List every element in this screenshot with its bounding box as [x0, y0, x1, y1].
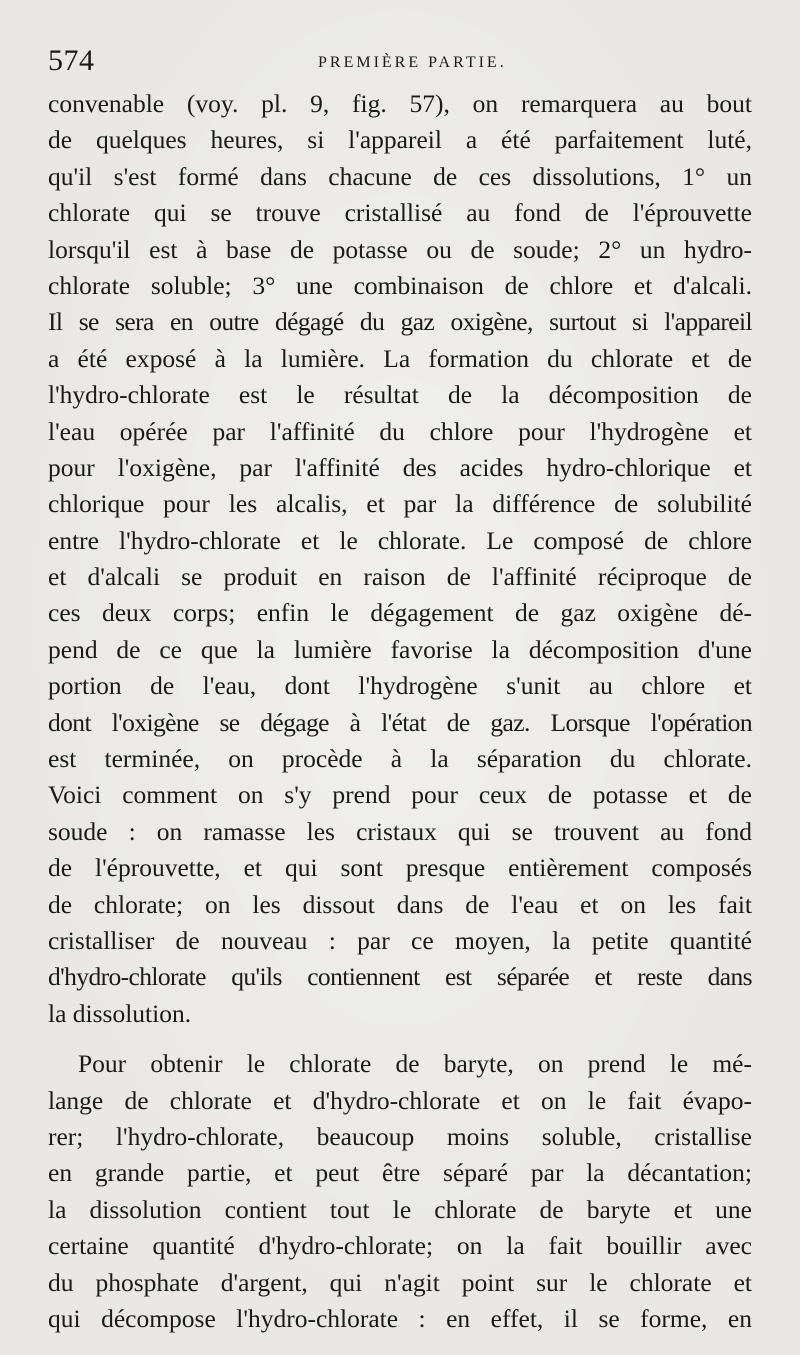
text-line: la dissolution contient tout le chlorate de baryte et une [48, 1194, 752, 1224]
text-line: l'hydro-chlorate est le résultat de la décomposition de [48, 380, 752, 410]
body-text [48, 86, 752, 1337]
text-line: Voici comment on s'y prend pour ceux de potasse et de [48, 780, 752, 810]
text-line: ces deux corps; enfin le dégagement de gaz oxigène dé- [48, 598, 752, 628]
text-line: qui décompose l'hydro-chlorate : en effet, il se forme, en [48, 1303, 752, 1333]
text-line: convenable (voy. pl. 9, fig. 57), on remarquera au bout [48, 89, 752, 118]
text-line: certaine quantité d'hydro-chlorate; on la fait bouillir avec [48, 1231, 752, 1261]
page-number: 574 [48, 44, 95, 77]
text-line: cristalliser de nouveau : par ce moyen, la petite quantité [48, 925, 752, 955]
text-line: chlorate qui se trouve cristallisé au fond de l'éprouvette [48, 198, 752, 228]
text-line: entre l'hydro-chlorate et le chlorate. Le composé de chlore [48, 525, 752, 555]
text-line: portion de l'eau, dont l'hydrogène s'unit au chlore et [48, 671, 752, 701]
running-head: PREMIÈRE PARTIE. [318, 54, 507, 71]
text-line: rer; l'hydro-chlorate, beaucoup moins soluble, cristallise [48, 1121, 752, 1151]
text-line: soude : on ramasse les cristaux qui se trouvent au fond [48, 816, 752, 846]
text-line: de quelques heures, si l'appareil a été parfaitement luté, [48, 125, 752, 155]
text-line: du phosphate d'argent, qui n'agit point sur le chlorate et [48, 1267, 752, 1297]
text-line: lorsqu'il est à base de potasse ou de soude; 2° un hydro- [48, 234, 752, 264]
text-line: la dissolution. [48, 998, 192, 1028]
text-line: et d'alcali se produit en raison de l'affinité réciproque de [48, 562, 752, 592]
text-line: d'hydro-chlorate qu'ils contiennent est séparée et reste dans [48, 962, 752, 992]
text-line: de l'éprouvette, et qui sont presque entièrement composés [48, 853, 752, 883]
text-line: chlorique pour les alcalis, et par la différence de solubilité [48, 489, 752, 519]
text-line: l'eau opérée par l'affinité du chlore pour l'hydrogène et [48, 416, 752, 446]
text-line: pend de ce que la lumière favorise la décomposition d'une [48, 634, 752, 664]
text-line: chlorate soluble; 3° une combinaison de chlore et d'alcali. [48, 270, 752, 300]
text-line: dont l'oxigène se dégage à l'état de gaz. Lorsque l'opération [48, 707, 752, 737]
text-line: en grande partie, et peut être séparé par la décantation; [48, 1158, 752, 1188]
text-line: Il se sera en outre dégagé du gaz oxigène, surtout si l'appareil [48, 307, 752, 337]
text-line: est terminée, on procède à la séparation du chlorate. [48, 744, 752, 774]
paragraph-start-line: Pour obtenir le chlorate de baryte, on prend le mé- [78, 1049, 752, 1079]
text-line: de chlorate; on les dissout dans de l'eau et on les fait [48, 889, 752, 919]
text-line: a été exposé à la lumière. La formation du chlorate et de [48, 343, 752, 373]
text-line: lange de chlorate et d'hydro-chlorate et on le fait évapo- [48, 1085, 752, 1115]
text-line: pour l'oxigène, par l'affinité des acides hydro-chlorique et [48, 452, 752, 482]
text-line: qu'il s'est formé dans chacune de ces dissolutions, 1° un [48, 161, 752, 191]
page-header [48, 44, 748, 84]
